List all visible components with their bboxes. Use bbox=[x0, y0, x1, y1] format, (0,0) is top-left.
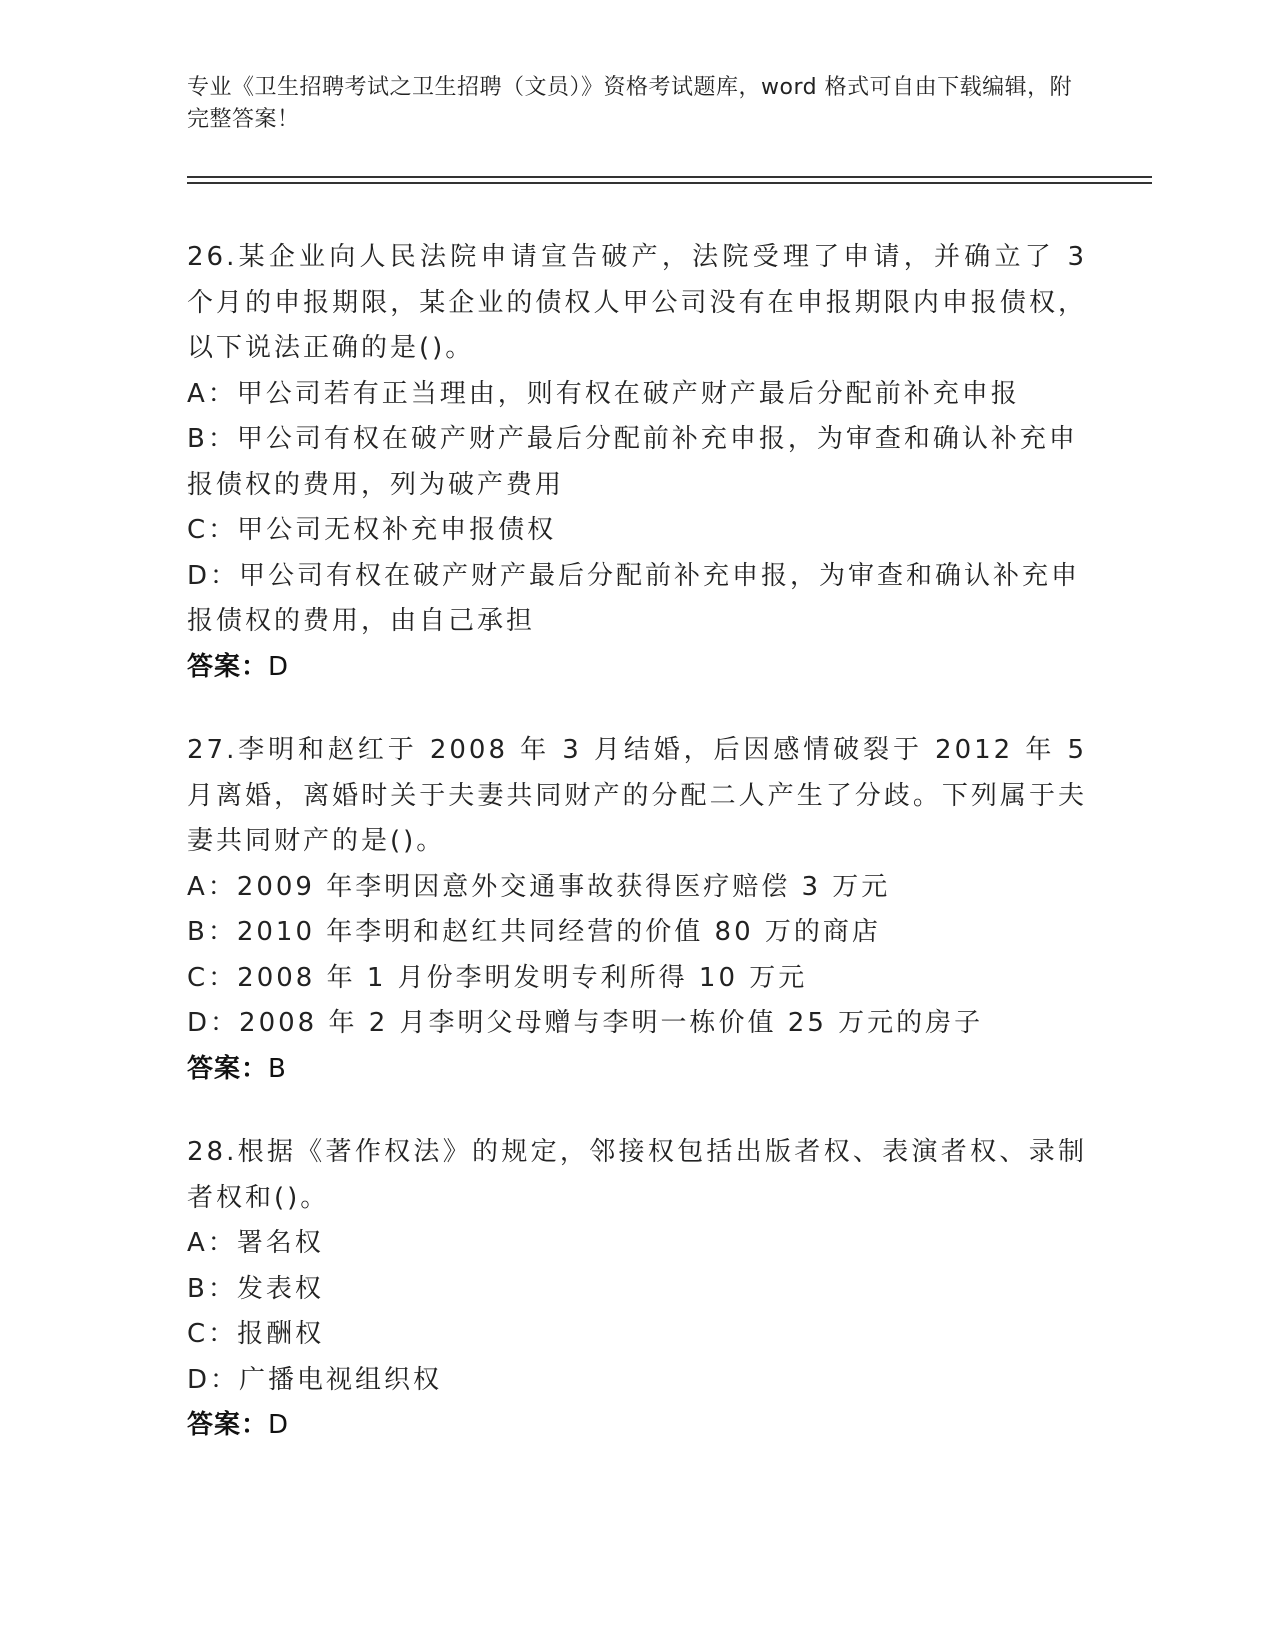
answer-line bbox=[187, 1403, 1087, 1449]
option-c: C：甲公司无权补充申报债权 bbox=[187, 515, 557, 545]
answer-label: 答案： bbox=[187, 651, 269, 682]
answer-line bbox=[187, 645, 1087, 691]
answer-label: 答案： bbox=[187, 1410, 269, 1440]
question-26 bbox=[187, 235, 1087, 690]
answer-line bbox=[187, 1047, 1087, 1093]
document-header: 专业《卫生招聘考试之卫生招聘（文员）》资格考试题库，word 格式可自由下载编辑，附完整答案！ bbox=[187, 75, 1073, 132]
question-list bbox=[187, 235, 1087, 1487]
answer-value: D bbox=[268, 651, 290, 682]
question-stem: 27.李明和赵红于 2008 年 3 月结婚，后因感情破裂于 2012 年 5 月离婚，离婚时关于夫妻共同财产的分配二人产生了分歧。下列属于夫妻共同财产的是()。 bbox=[187, 735, 1087, 856]
question-stem: 28.根据《著作权法》的规定，邻接权包括出版者权、表演者权、录制者权和()。 bbox=[187, 1137, 1087, 1213]
answer-value: D bbox=[268, 1410, 290, 1440]
option-d: D：2008 年 2 月李明父母赠与李明一栋价值 25 万元的房子 bbox=[187, 1008, 984, 1038]
question-28 bbox=[187, 1130, 1087, 1449]
option-d: D：广播电视组织权 bbox=[187, 1364, 443, 1395]
option-d: D：甲公司有权在破产财产最后分配前补充申报，为审查和确认补充申报债权的费用，由自己承担 bbox=[187, 560, 1081, 636]
option-c: C：2008 年 1 月份李明发明专利所得 10 万元 bbox=[187, 962, 808, 993]
option-b: B：甲公司有权在破产财产最后分配前补充申报，为审查和确认补充申报债权的费用，列为破产费用 bbox=[187, 424, 1078, 500]
option-a: A：2009 年李明因意外交通事故获得医疗赔偿 3 万元 bbox=[187, 871, 891, 902]
option-a: A：署名权 bbox=[187, 1228, 324, 1258]
option-c: C：报酬权 bbox=[187, 1319, 325, 1349]
question-27 bbox=[187, 728, 1087, 1092]
option-a: A：甲公司若有正当理由，则有权在破产财产最后分配前补充申报 bbox=[187, 378, 1020, 409]
question-stem: 26.某企业向人民法院申请宣告破产，法院受理了申请，并确立了 3 个月的申报期限，某企业的债权人甲公司没有在申报期限内申报债权，以下说法正确的是()。 bbox=[187, 242, 1087, 363]
answer-value: B bbox=[268, 1053, 287, 1084]
header-divider-top bbox=[187, 176, 1152, 178]
header-divider-bottom bbox=[187, 182, 1152, 184]
option-b: B：发表权 bbox=[187, 1273, 324, 1304]
answer-label: 答案： bbox=[187, 1053, 269, 1084]
option-b: B：2010 年李明和赵红共同经营的价值 80 万的商店 bbox=[187, 917, 881, 947]
